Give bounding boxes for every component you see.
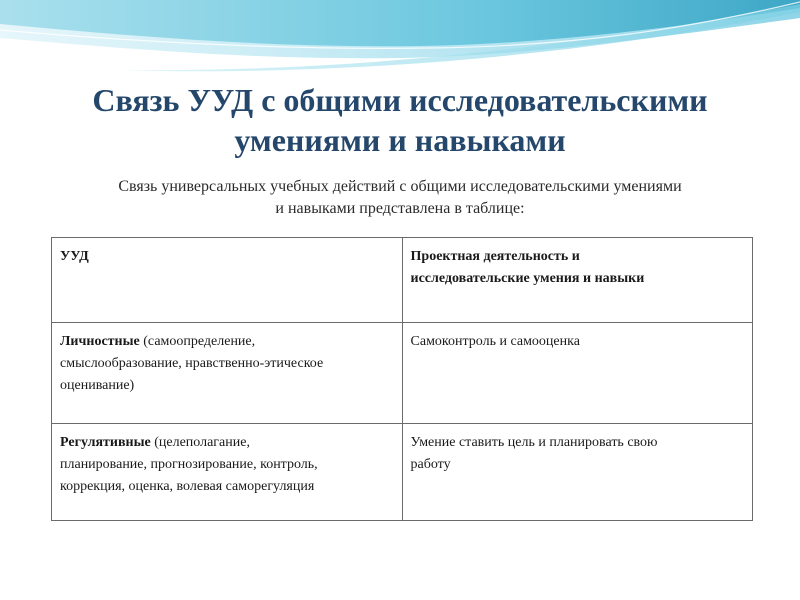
uud-type-desc: (целеполагание, [150,435,250,450]
header-uud-label: УУД [60,249,89,264]
cell-skills-personal [402,323,752,424]
cell-line: работу [410,457,451,472]
cell-line [60,331,396,353]
cell-line: оценивание) [60,378,135,393]
uud-type-name: Регулятивные [60,435,151,450]
subtitle-line-2: и навыками представлена в таблице: [275,200,525,217]
table-header-row [52,238,753,323]
cell-line: планирование, прогнозирование, контроль, [60,457,318,472]
uud-type-name: Личностные [60,334,140,349]
slide-subtitle [40,176,760,220]
header-project-line-1: Проектная деятельность и [410,249,580,264]
uud-table [51,237,753,521]
subtitle-line-1: Связь универсальных учебных действий с общими исследовательскими умениями [118,178,682,195]
cell-line [60,432,396,454]
header-uud [52,238,403,323]
table-row [52,323,753,424]
cell-uud-personal [52,323,403,424]
cell-line: Умение ставить цель и планировать свою [410,435,658,450]
uud-type-desc: (самоопределение, [139,334,256,349]
slide-title [30,80,770,160]
cell-line: коррекция, оценка, волевая саморегуляция [60,479,315,494]
cell-line: Самоконтроль и самооценка [410,334,580,349]
header-project-line-2: исследовательские умения и навыки [410,271,645,286]
cell-skills-regulatory [402,424,752,521]
decorative-wave-header [0,0,800,75]
title-line-1: Связь УУД с общими исследовательскими [92,82,708,118]
table-row [52,424,753,521]
header-project-skills [402,238,752,323]
cell-uud-regulatory [52,424,403,521]
cell-line: смыслообразование, нравственно-этическое [60,356,324,371]
title-line-2: умениями и навыками [234,122,566,158]
